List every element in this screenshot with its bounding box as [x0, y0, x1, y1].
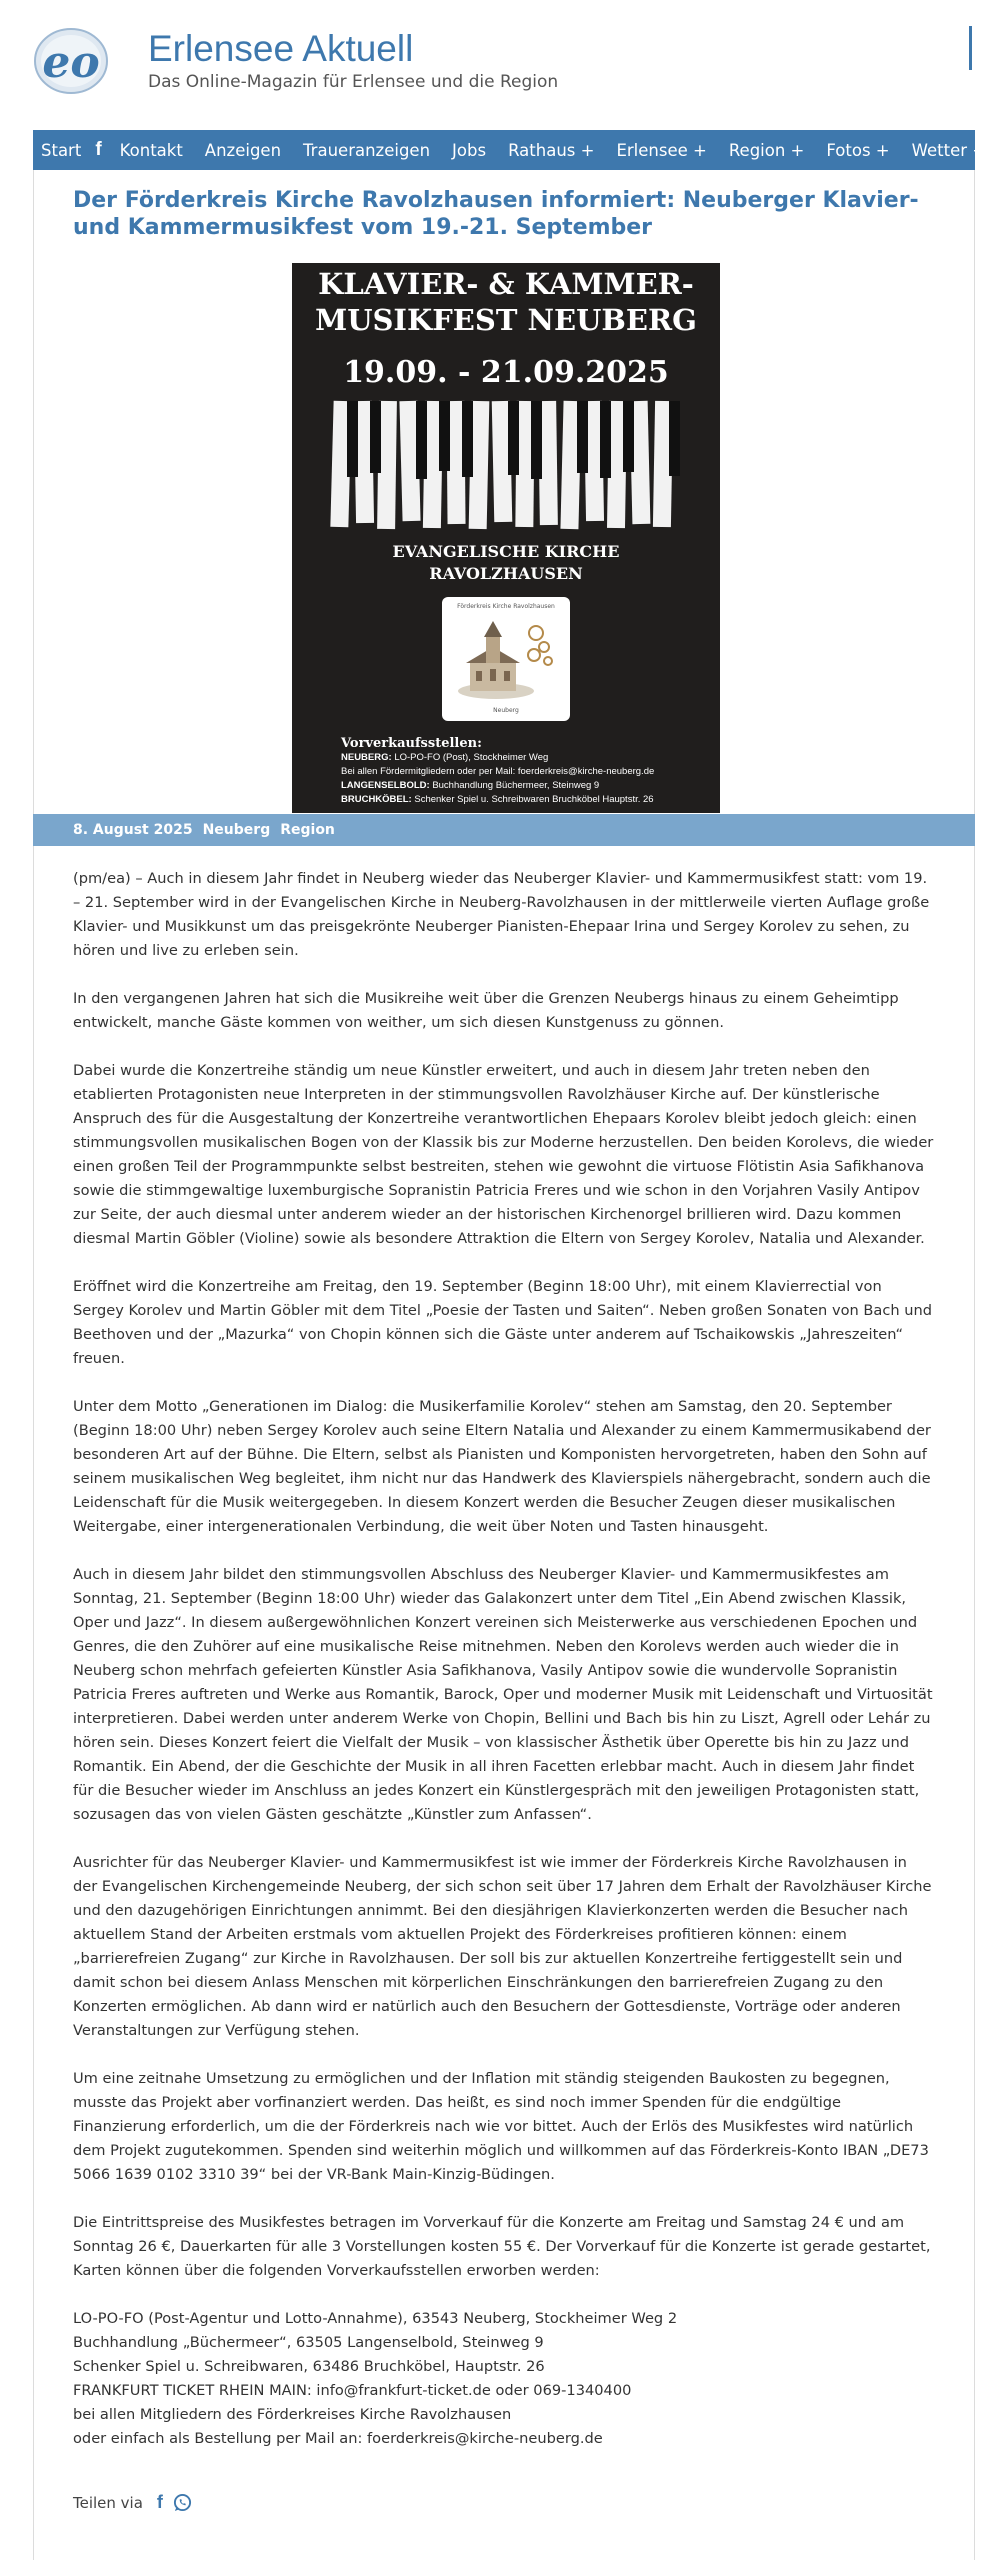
- poster-heading: [292, 266, 720, 338]
- address-line: Schenker Spiel u. Schreibwaren, 63486 Bruchköbel, Hauptstr. 26: [73, 2358, 545, 2375]
- share-bar: [73, 2492, 192, 2513]
- article-paragraph: (pm/ea) – Auch in diesem Jahr findet in Neuberg wieder das Neuberger Klavier- und Kammermusikfest statt: vom 19. – 21. September wird in der Evangelischen Kirche in Neuberg-Ravolzhausen in der mittlerweile vierten Auflage große Klavier- und Musikkunst um das preisgekrönte Neuberger Pianisten-Ehepaar Irina und Sergey Korolev zu sehen, zu hören und live zu erleben sein.: [73, 870, 930, 959]
- nav-item-traueranzeigen[interactable]: Traueranzeigen: [303, 140, 431, 160]
- presale-label-langenselbold: LANGENSELBOLD:: [341, 780, 430, 791]
- poster-dates: 19.09. - 21.09.2025: [343, 355, 669, 390]
- presale-line-2: Bei allen Fördermitgliedern oder per Mail: foerderkreis@kirche-neuberg.de: [341, 766, 655, 777]
- site-header: [0, 0, 977, 130]
- logo-text: eo: [42, 37, 100, 88]
- nav-item-wetter[interactable]: Wetter +: [911, 140, 986, 160]
- presale-line-3: [341, 779, 711, 793]
- presale-label-neuberg: NEUBERG:: [341, 752, 392, 763]
- poster-church-name: [292, 541, 720, 585]
- article-title[interactable]: Der Förderkreis Kirche Ravolzhausen informiert: Neuberger Klavier- und Kammermusikfest vom 19.-21. September: [73, 188, 919, 240]
- article-poster-image[interactable]: [292, 263, 720, 813]
- facebook-icon[interactable]: f: [95, 139, 102, 160]
- main-navigation: [33, 130, 986, 170]
- article-paragraph: In den vergangenen Jahren hat sich die Musikreihe weit über die Grenzen Neubergs hinaus zu einem Geheimtipp entwickelt, manche Gäste kommen von weither, um sich diesen Kunstgenuss zu gönnen.: [73, 990, 899, 1031]
- poster-church-line-2: RAVOLZHAUSEN: [429, 564, 583, 583]
- piano-keys-icon: [332, 401, 680, 531]
- facebook-icon[interactable]: f: [156, 2492, 163, 2512]
- presale-text-bruchkoebel: Schenker Spiel u. Schreibwaren Bruchköbel Hauptstr. 26: [414, 794, 654, 805]
- nav-item-kontakt[interactable]: Kontakt: [119, 140, 183, 160]
- poster-presale-info: [341, 736, 711, 807]
- address-line: LO-PO-FO (Post-Agentur und Lotto-Annahme), 63543 Neuberg, Stockheimer Weg 2: [73, 2310, 678, 2327]
- article-paragraph: Dabei wurde die Konzertreihe ständig um neue Künstler erweitert, und auch in diesem Jahr treten neben den etablierten Protagonisten neue Interpreten in der stimmungsvollen Ravolzhäuser Kirche auf. Der künstlerische Anspruch des für die Ausgestaltung der Konzertreihe verantwortlichen Ehepaars Korolev bleibt jedoch gleich: einen stimmungsvollen musikalischen Bogen von der Klassik bis zur Moderne herzustellen. Den beiden Korolevs, die wieder einen großen Teil der Programmpunkte selbst bestreiten, stehen wie gewohnt die virtuose Flötistin Asia Safikhanova sowie die stimmgewaltige luxemburgische Sopranistin Patricia Freres und wie schon in den Vorjahren Vasily Antipov zur Seite, der auch diesmal unter anderem wieder an der historischen Kirchenorgel brillieren wird. Dazu kommen diesmal Martin Göbler (Violine) sowie als besondere Attraktion die Eltern von Sergey Korolev, Natalia und Alexander.: [73, 1062, 934, 1247]
- article-date[interactable]: 8. August 2025: [73, 822, 193, 838]
- article-meta-bar: [33, 814, 975, 846]
- article-paragraph: Auch in diesem Jahr bildet den stimmungsvollen Abschluss des Neuberger Klavier- und Kammermusikfestes am Sonntag, 21. September (Beginn 18:00 Uhr) wieder das Galakonzert unter dem Titel „Ein Abend zwischen Klassik, Oper und Jazz“. In diesem außergewöhnlichen Konzert vereinen sich Meisterwerke aus verschiedenen Epochen und Genres, die den Zuhörer auf eine musikalische Reise mitnehmen. Neben den Korolevs werden auch wieder die in Neuberg schon mehrfach gefeierten Künstler Asia Safikhanova, Vasily Antipov sowie die wundervolle Sopranistin Patricia Freres auftreten und Werke aus Romantik, Barock, Oper und moderner Musik mit Leidenschaft und Virtuosität interpretieren. Dabei werden unter anderem Werke von Chopin, Bellini und Bach bis hin zu Liszt, Agrell oder Lehár zu hören sein. Dieses Konzert feiert die Vielfalt der Musik – von klassischer Ästhetik über Operette bis hin zu Jazz und Romantik. Ein Abend, der die Geschichte der Musik in all ihren Facetten erlebbar macht. Auch in diesem Jahr findet für die Besucher wieder im Anschluss an jedes Konzert ein Künstlergespräch mit den jeweiligen Protagonisten statt, sozusagen das von vielen Gästen geschätzte „Künstler zum Anfassen“.: [73, 1566, 933, 1823]
- nav-item-anzeigen[interactable]: Anzeigen: [204, 140, 282, 160]
- nav-item-start[interactable]: Start: [41, 140, 82, 160]
- presale-address-list: [73, 2307, 935, 2451]
- article-paragraph: Die Eintrittspreise des Musikfestes betragen im Vorverkauf für die Konzerte am Freitag und Samstag 24 € und am Sonntag 26 €, Dauerkarten für alle 3 Vorstellungen kosten 55 €. Der Vorverkauf für die Konzerte ist gerade gestartet, Karten können über die folgenden Vorverkaufsstellen erworben werden:: [73, 2214, 931, 2279]
- nav-item-jobs[interactable]: Jobs: [452, 140, 487, 160]
- poster-church-line-1: EVANGELISCHE KIRCHE: [392, 542, 620, 561]
- presale-title: Vorverkaufsstellen:: [341, 736, 482, 751]
- presale-label-bruchkoebel: BRUCHKÖBEL:: [341, 794, 412, 805]
- whatsapp-icon[interactable]: [173, 2493, 192, 2512]
- site-tagline: Das Online-Magazin für Erlensee und die Region: [148, 72, 559, 92]
- nav-item-fotos[interactable]: Fotos +: [826, 140, 890, 160]
- church-icon: [456, 611, 556, 703]
- poster-heading-line-1: KLAVIER- & KAMMER-: [318, 267, 694, 301]
- nav-item-region[interactable]: Region +: [728, 140, 805, 160]
- address-line: Buchhandlung „Büchermeer“, 63505 Langenselbold, Steinweg 9: [73, 2334, 544, 2351]
- presale-line-1: [341, 751, 711, 765]
- nav-item-erlensee[interactable]: Erlensee +: [616, 140, 707, 160]
- foerderkreis-seal: [442, 597, 570, 721]
- seal-top-text: Förderkreis Kirche Ravolzhausen: [457, 603, 555, 610]
- category-link-neuberg[interactable]: Neuberg: [202, 822, 271, 838]
- header-edge-bar: [969, 26, 972, 70]
- presale-line-4: [341, 793, 711, 807]
- address-line: oder einfach als Bestellung per Mail an: foerderkreis@kirche-neuberg.de: [73, 2430, 603, 2447]
- article-body: [73, 867, 935, 2451]
- poster-heading-line-2: MUSIKFEST NEUBERG: [315, 303, 697, 337]
- article-paragraph: Um eine zeitnahe Umsetzung zu ermöglichen und der Inflation mit ständig steigenden Baukosten zu begegnen, musste das Projekt aber vorfinanziert werden. Das heißt, es sind noch immer Spenden für die endgültige Finanzierung erforderlich, um die der Förderkreis nach wie vor bittet. Auch der Erlös des Musikfestes wird natürlich dem Projekt zugutekommen. Spenden sind weiterhin möglich und willkommen auf das Förderkreis-Konto IBAN „DE73 5066 1639 0102 3310 39“ bei der VR-Bank Main-Kinzig-Büdingen.: [73, 2070, 929, 2183]
- nav-item-rathaus[interactable]: Rathaus +: [508, 140, 595, 160]
- presale-text-neuberg: LO-PO-FO (Post), Stockheimer Weg: [394, 752, 549, 763]
- address-line: FRANKFURT TICKET RHEIN MAIN: info@frankfurt-ticket.de oder 069-1340400: [73, 2382, 632, 2399]
- share-label: Teilen via: [73, 2493, 143, 2512]
- seal-bottom-text: Neuberg: [493, 707, 519, 714]
- article-paragraph: Unter dem Motto „Generationen im Dialog: die Musikerfamilie Korolev“ stehen am Samstag, den 20. September (Beginn 18:00 Uhr) neben Sergey Korolev auch seine Eltern Natalia und Alexander zu einem Kammermusikabend der besonderen Art auf der Bühne. Die Eltern, selbst als Pianisten und Komponisten hervorgetreten, haben den Sohn auf seinem musikalischen Weg begleitet, ihm nicht nur das Handwerk des Klavierspiels nähergebracht, sondern auch die Leidenschaft für die Musik weitergegeben. In diesem Konzert werden die Besucher Zeugen dieser musikalischen Weitergabe, einer intergenerationalen Verbindung, die weit über Noten und Tasten hinausgeht.: [73, 1398, 931, 1535]
- site-title[interactable]: Erlensee Aktuell: [148, 28, 414, 69]
- presale-text-langenselbold: Buchhandlung Büchermeer, Steinweg 9: [432, 780, 600, 791]
- address-line: bei allen Mitgliedern des Förderkreises Kirche Ravolzhausen: [73, 2406, 512, 2423]
- article-paragraph: Ausrichter für das Neuberger Klavier- und Kammermusikfest ist wie immer der Förderkreis Kirche Ravolzhausen in der Evangelischen Kirchengemeinde Neuberg, der sich schon seit über 17 Jahren dem Erhalt der Ravolzhäuser Kirche und den dazugehörigen Einrichtungen annimmt. Bei den diesjährigen Klavierkonzerten werden die Besucher nach aktuellem Stand der Arbeiten erstmals vom aktuellen Projekt des Förderkreises profitieren können: einem „barrierefreien Zugang“ zur Kirche in Ravolzhausen. Der soll bis zur aktuellen Konzertreihe fertiggestellt sein und damit schon bei diesem Anlass Menschen mit körperlichen Einschränkungen den barrierefreien Zugang zu den Konzerten ermöglichen. Ab dann wird er natürlich auch den Besuchern der Gottesdienste, Vorträge oder anderen Veranstaltungen zur Verfügung stehen.: [73, 1854, 932, 2039]
- category-link-region[interactable]: Region: [280, 822, 335, 838]
- site-logo[interactable]: [33, 27, 109, 95]
- article-paragraph: Eröffnet wird die Konzertreihe am Freitag, den 19. September (Beginn 18:00 Uhr), mit einem Klavierrectial von Sergey Korolev und Martin Göbler mit dem Titel „Poesie der Tasten und Saiten“. Neben großen Sonaten von Bach und Beethoven und der „Mazurka“ von Chopin können sich die Gäste unter anderem auf Tschaikowskis „Jahreszeiten“ freuen.: [73, 1278, 933, 1367]
